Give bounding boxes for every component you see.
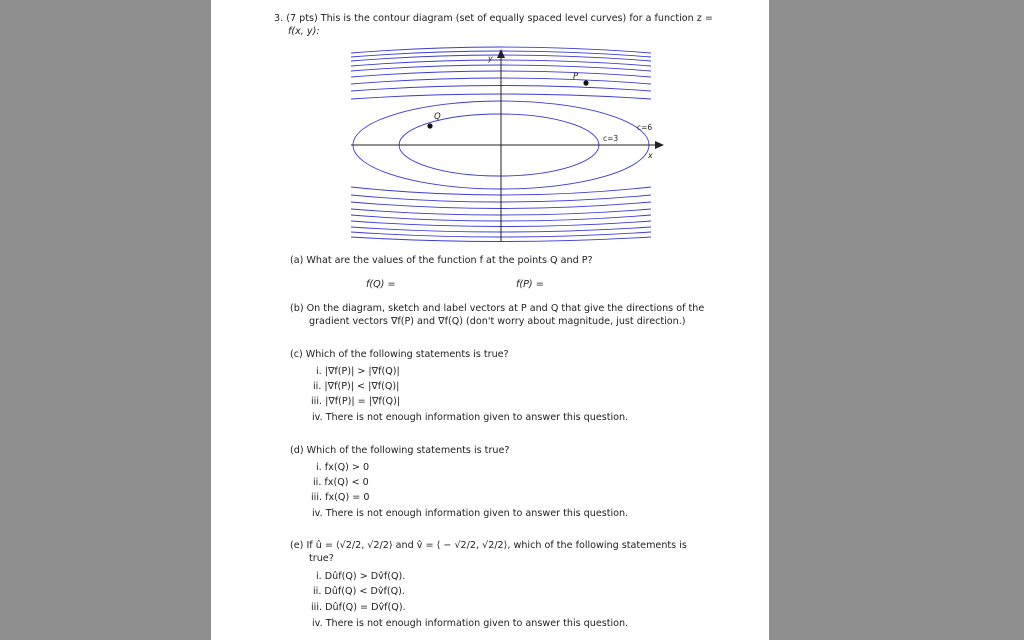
part-b-line2: gradient vectors ∇f(P) and ∇f(Q) (don't worry about magnitude, just direction.) <box>309 316 686 327</box>
point-Q-label: Q <box>434 112 441 122</box>
problem-header-line1: 3. (7 pts) This is the contour diagram (set of equally spaced level curves) for a function z = <box>274 13 713 24</box>
part-e-line1: (e) If û = ⟨√2/2, √2/2⟩ and v̂ = ⟨ − √2/2, √2/2⟩, which of the following statements is <box>290 540 687 551</box>
part-e-option-1: i. Dûf(Q) > Dv̂f(Q). <box>316 571 406 582</box>
part-c-question: (c) Which of the following statements is true? <box>290 349 509 360</box>
part-e-line2: true? <box>309 553 334 564</box>
part-a-question: (a) What are the values of the function f at the points Q and P? <box>290 255 593 266</box>
part-c-option-3: iii. |∇f(P)| = |∇f(Q)| <box>311 396 401 407</box>
part-c-option-4: iv. There is not enough information given to answer this question. <box>312 412 629 423</box>
part-d-option-1: i. fx(Q) > 0 <box>316 462 370 473</box>
y-axis-arrow <box>497 49 505 58</box>
point-P-label: P <box>573 72 579 82</box>
part-e-option-2: ii. Dûf(Q) < Dv̂f(Q). <box>313 586 405 597</box>
problem-header-line2: f(x, y): <box>288 26 320 37</box>
part-d-option-4: iv. There is not enough information given to answer this question. <box>312 508 629 519</box>
point-Q-dot <box>427 123 432 128</box>
part-d-option-3: iii. fx(Q) = 0 <box>311 492 370 503</box>
x-axis-label: x <box>648 151 653 160</box>
document-page <box>211 0 769 640</box>
contour-label-c3: c=3 <box>603 134 619 143</box>
part-b-line1: (b) On the diagram, sketch and label vectors at P and Q that give the directions of the <box>290 303 705 314</box>
part-d-option-2: ii. fx(Q) < 0 <box>313 477 369 488</box>
part-d-question: (d) Which of the following statements is true? <box>290 445 510 456</box>
contour-diagram <box>346 46 666 246</box>
part-c-option-1: i. |∇f(P)| > |∇f(Q)| <box>316 366 400 377</box>
y-axis-label: y <box>488 54 493 63</box>
part-a-fQ: f(Q) = <box>366 279 396 290</box>
part-e-option-4: iv. There is not enough information given to answer this question. <box>312 618 629 629</box>
part-c-option-2: ii. |∇f(P)| < |∇f(Q)| <box>313 381 400 392</box>
contour-label-c6: c=6 <box>637 123 653 132</box>
part-e-option-3: iii. Dûf(Q) = Dv̂f(Q). <box>311 602 406 613</box>
part-a-fP: f(P) = <box>516 279 544 290</box>
point-P-dot <box>583 80 588 85</box>
x-axis-arrow <box>655 141 664 149</box>
